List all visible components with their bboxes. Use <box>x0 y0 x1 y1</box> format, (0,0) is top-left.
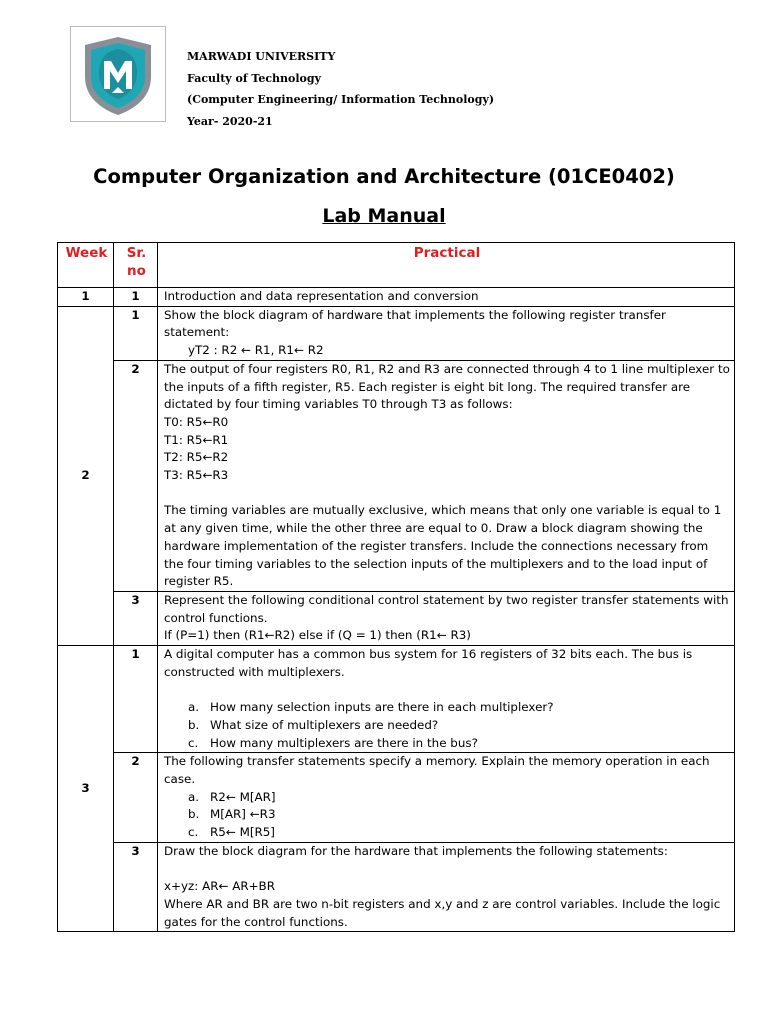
table-row <box>58 646 735 753</box>
register-statement: yT2 : R2 ← R1, R1← R2 <box>188 343 324 358</box>
practical-table <box>57 242 735 932</box>
header-srno: Sr. no <box>114 243 158 288</box>
table-row <box>58 842 735 932</box>
timing-line: T3: R5←R3 <box>164 468 229 483</box>
course-title: Computer Organization and Architecture (01CE0402) <box>93 165 675 188</box>
timing-line: T1: R5←R1 <box>164 432 229 447</box>
practical-cell <box>158 842 735 932</box>
practical-cell <box>158 288 735 307</box>
table-header-row <box>58 243 735 288</box>
sr-cell: 1 <box>114 288 158 307</box>
practical-cell <box>158 591 735 645</box>
practical-cell <box>158 360 735 591</box>
sr-cell: 2 <box>114 753 158 843</box>
faculty-name: Faculty of Technology <box>187 71 321 85</box>
practical-cell <box>158 306 735 360</box>
list-item: c. R5← M[R5] <box>188 825 275 840</box>
university-header <box>187 46 494 132</box>
list-item: a. R2← M[AR] <box>188 789 276 804</box>
list-item: a. How many selection inputs are there in each multiplexer? <box>188 700 554 715</box>
document-subtitle: Lab Manual <box>322 205 446 227</box>
week-cell: 3 <box>58 646 114 932</box>
practical-text: A digital computer has a common bus system for 16 registers of 32 bits each. The bus is constructed with multiplexers. <box>164 647 693 679</box>
header-practical: Practical <box>158 243 735 288</box>
table-row <box>58 360 735 591</box>
university-name: MARWADI UNIVERSITY <box>187 50 336 63</box>
conditional-statement: If (P=1) then (R1←R2) else if (Q = 1) then (R1← R3) <box>164 628 471 643</box>
practical-text: The following transfer statements specify a memory. Explain the memory operation in each case. <box>164 754 710 786</box>
sr-cell: 1 <box>114 646 158 753</box>
sr-cell: 2 <box>114 360 158 591</box>
practical-text: The timing variables are mutually exclusive, which means that only one variable is equal to 1 at any given time, while the other three are equal to 0. Draw a block diagram showing the hardware implementation of the register transfers. Include the connections necessary from the four timing variables to the selection inputs of the multiplexers and to the load input of register R5. <box>164 503 722 589</box>
week-cell: 1 <box>58 288 114 307</box>
week-cell: 2 <box>58 306 114 645</box>
sr-cell: 1 <box>114 306 158 360</box>
table-row <box>58 753 735 843</box>
list-item: b. M[AR] ←R3 <box>188 807 276 822</box>
academic-year: Year- 2020-21 <box>187 114 273 128</box>
shield-m-logo-icon <box>71 27 165 121</box>
question-list <box>164 699 730 752</box>
practical-text: The output of four registers R0, R1, R2 and R3 are connected through 4 to 1 line multiplexer to the inputs of a fifth register, R5. Each register is eight bit long. The required transfer are dictated by four timing variables T0 through T3 as follows: <box>164 361 730 412</box>
practical-text: Where AR and BR are two n-bit registers and x,y and z are control variables. Include the logic gates for the control functions. <box>164 896 721 929</box>
university-logo <box>70 26 166 122</box>
practical-cell <box>158 646 735 753</box>
practical-text: Introduction and data representation and conversion <box>164 289 479 303</box>
practical-cell <box>158 753 735 843</box>
timing-line: T0: R5←R0 <box>164 414 229 429</box>
practical-text: Show the block diagram of hardware that implements the following register transfer statement: <box>164 307 666 340</box>
control-statement: x+yz: AR← AR+BR <box>164 879 275 894</box>
header-week: Week <box>58 243 114 288</box>
list-item: c. How many multiplexers are there in the bus? <box>188 735 478 750</box>
table-row <box>58 288 735 307</box>
list-item: b. What size of multiplexers are needed? <box>188 717 439 732</box>
table-row <box>58 306 735 360</box>
table-row <box>58 591 735 645</box>
memory-statement-list <box>164 789 730 842</box>
sr-cell: 3 <box>114 591 158 645</box>
practical-text: Draw the block diagram for the hardware that implements the following statements: <box>164 843 668 858</box>
department-name: (Computer Engineering/ Information Technology) <box>187 93 495 106</box>
sr-cell: 3 <box>114 842 158 932</box>
timing-line: T2: R5←R2 <box>164 450 229 465</box>
practical-text: Represent the following conditional control statement by two register transfer statements with control functions. <box>164 592 729 625</box>
